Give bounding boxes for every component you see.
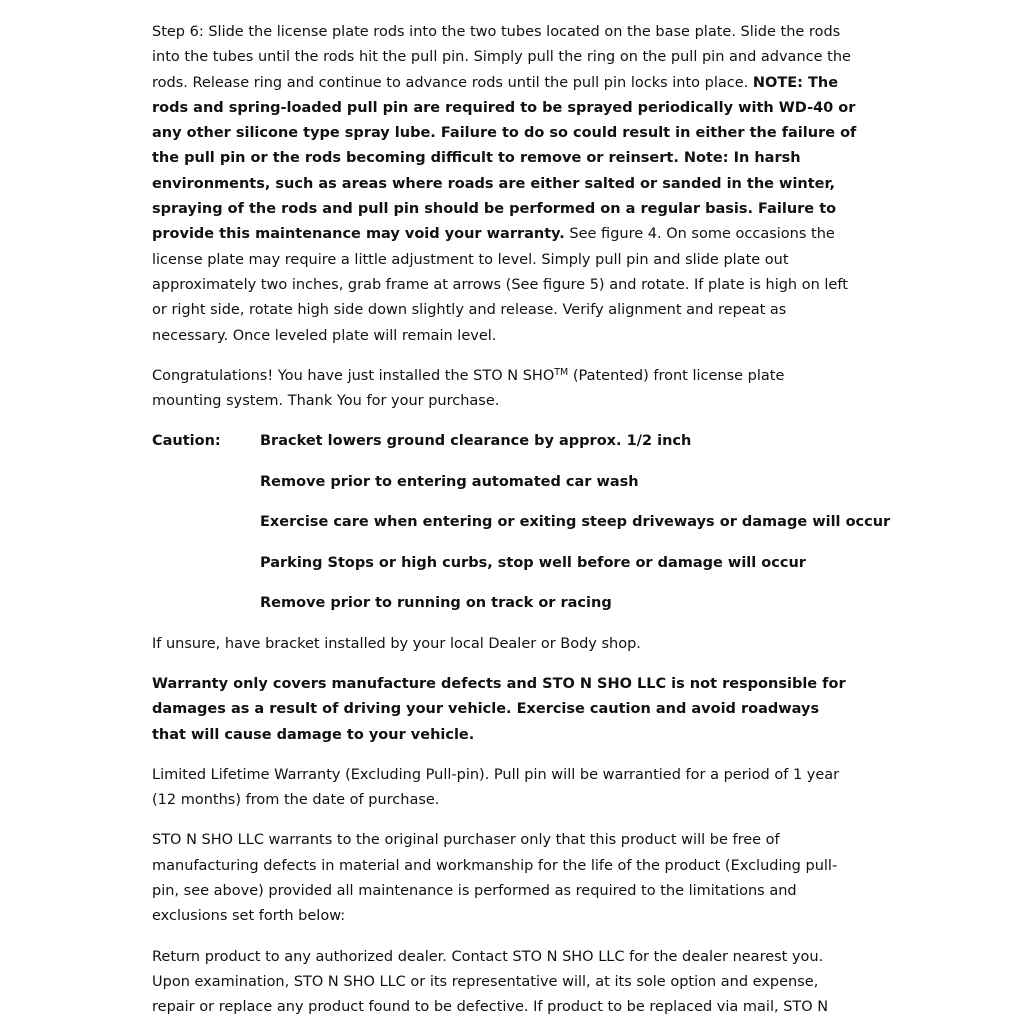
congrats-text-before: Congratulations! You have just installed the STO N SHO xyxy=(152,367,555,384)
limited-warranty-paragraph: Limited Lifetime Warranty (Excluding Pull-pin). Pull pin will be warrantied for a period of 1 year (12 months) from the date of purchase. xyxy=(152,766,840,809)
step6-paragraph xyxy=(152,20,857,349)
caution-row xyxy=(152,510,891,535)
return-policy-paragraph: Return product to any authorized dealer. Contact STO N SHO LLC for the dealer nearest you. Upon examination, STO N SHO LLC or its representative will, at its sole option and expense, repair or replace any product found to be defective. If product to be replaced via mail, STO N xyxy=(152,948,829,1016)
caution-label: Caution: xyxy=(152,433,221,450)
caution-row xyxy=(152,551,857,576)
caution-row xyxy=(152,470,857,495)
warranty-disclaimer-paragraph: Warranty only covers manufacture defects and STO N SHO LLC is not responsible for damages as a result of driving your vehicle. Exercise caution and avoid roadways that will cause damage to your vehicle. xyxy=(152,675,846,743)
caution-item-driveways: Exercise care when entering or exiting steep driveways or damage will occur xyxy=(260,514,891,531)
congratulations-paragraph xyxy=(152,364,857,415)
caution-item-ground-clearance: Bracket lowers ground clearance by approx. 1/2 inch xyxy=(260,433,692,450)
unsure-paragraph: If unsure, have bracket installed by your local Dealer or Body shop. xyxy=(152,635,641,652)
caution-item-parking-stops: Parking Stops or high curbs, stop well before or damage will occur xyxy=(260,554,806,571)
caution-row xyxy=(152,429,857,454)
caution-list xyxy=(152,429,891,616)
caution-label-spacer xyxy=(152,551,260,576)
caution-item-car-wash: Remove prior to entering automated car wash xyxy=(260,473,639,490)
step6-maintenance-note: NOTE: The rods and spring-loaded pull pin are required to be sprayed periodically with WD-40 or any other silicone type spray lube. Failure to do so could result in either the failure of the pull pin or the rods becoming difficult to remove or reinsert. Note: In harsh environments, such as areas where roads are either salted or sanded in the winter, spraying of the rods and pull pin should be performed on a regular basis. Failure to provide this maintenance may void your warranty. xyxy=(152,74,857,243)
trademark-mark: TM xyxy=(554,366,569,378)
step6-adjustment-text: See figure 4. On some occasions the license plate may require a little adjustment to level. Simply pull pin and slide plate out approximately two inches, grab frame at arrows (See figure 5) and rotate. If plate is high on left or right side, rotate high side down slightly and release. Verify alignment and repeat as necessary. Once leveled plate will remain level. xyxy=(152,226,848,344)
caution-row xyxy=(152,591,857,616)
caution-label-spacer xyxy=(152,591,260,616)
caution-item-racing: Remove prior to running on track or racing xyxy=(260,595,612,612)
congrats-text-after: (Patented) front license plate mounting system. Thank You for your purchase. xyxy=(152,367,785,410)
warranty-terms-paragraph: STO N SHO LLC warrants to the original purchaser only that this product will be free of manufacturing defects in material and workmanship for the life of the product (Excluding pull-pin, see above) provided all maintenance is performed as required to the limitations and exclusions set forth below: xyxy=(152,832,838,925)
caution-label-spacer xyxy=(152,510,260,535)
caution-label-spacer xyxy=(152,470,260,495)
document-page xyxy=(152,20,891,1036)
step6-intro: Step 6: Slide the license plate rods into the two tubes located on the base plate. Slide the rods into the tubes until the rods hit the pull pin. Simply pull the ring on the pull pin and advance the rods. Release ring and continue to advance rods until the pull pin locks into place. xyxy=(152,24,851,91)
